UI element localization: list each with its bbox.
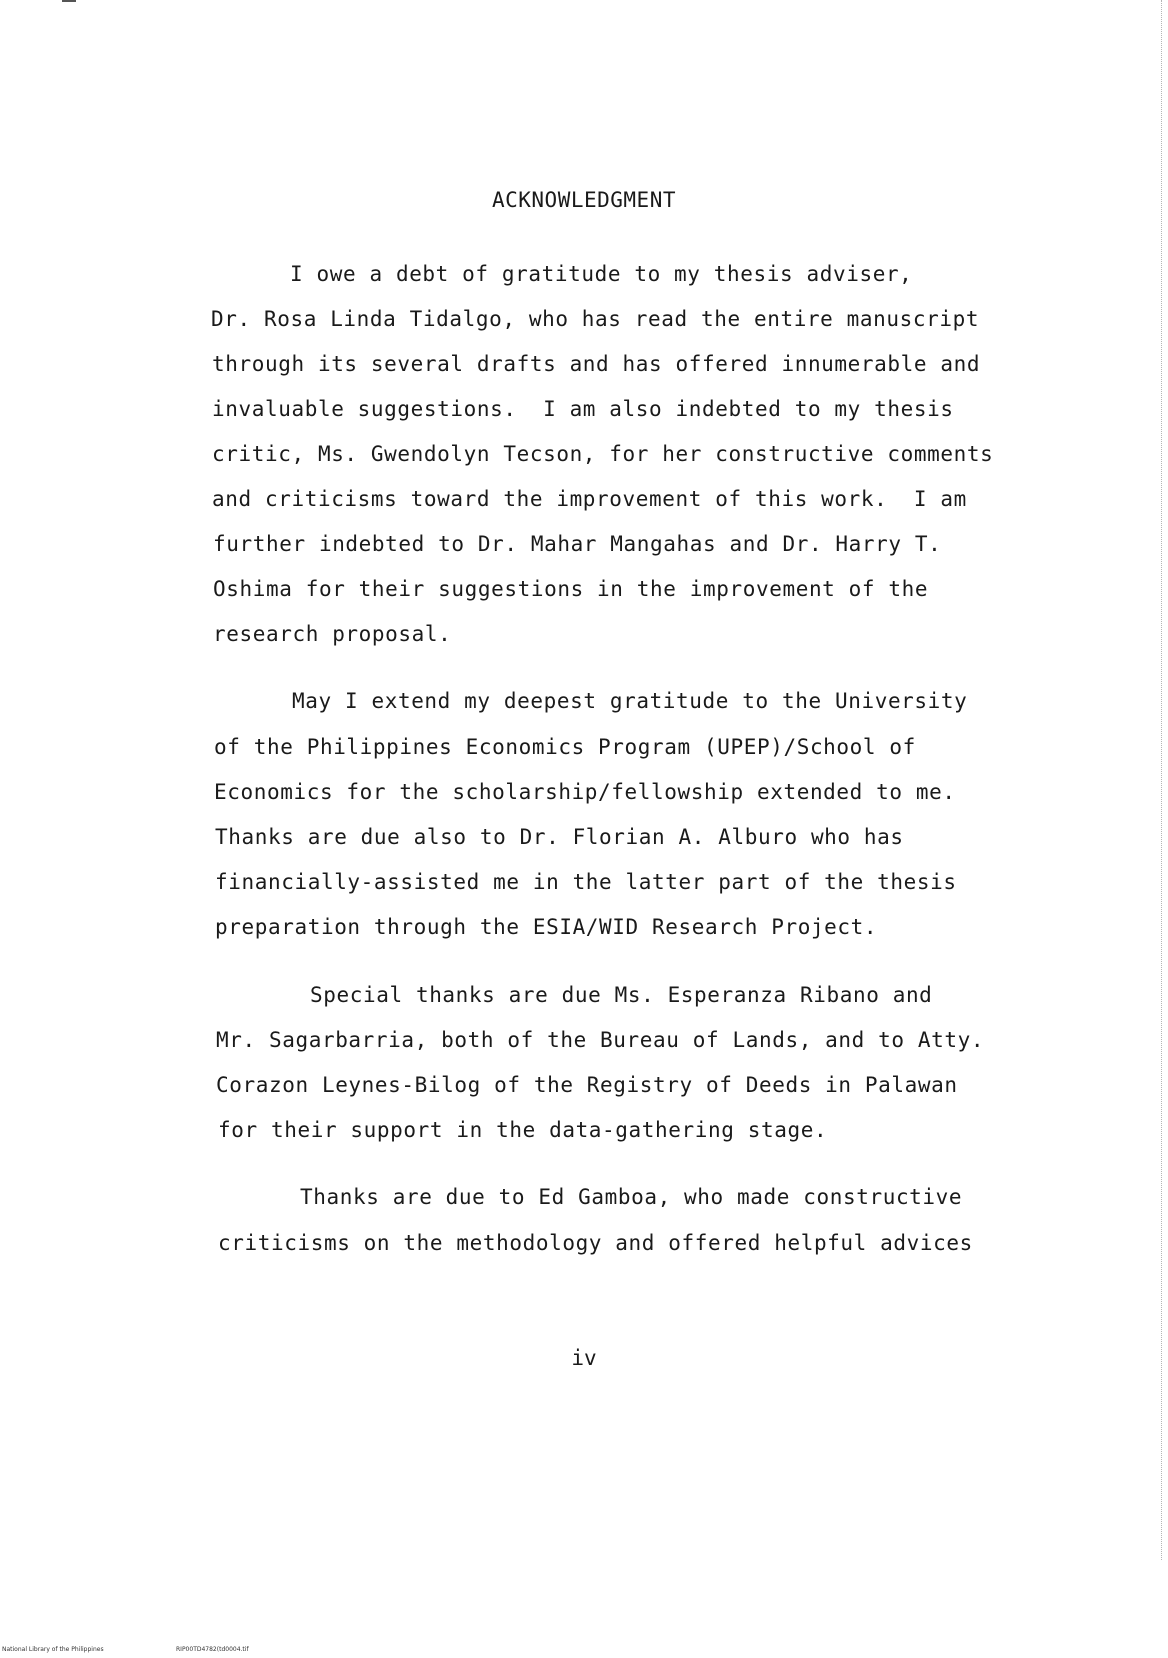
paragraph-3-line-4: for their support in the data-gathering stage.: [218, 1118, 828, 1142]
paragraph-1-line-6: and criticisms toward the improvement of this work. I am: [212, 487, 967, 511]
paragraph-1-line-7: further indebted to Dr. Mahar Mangahas and Dr. Harry T.: [213, 532, 942, 556]
paragraph-1-line-9: research proposal.: [213, 622, 452, 646]
scan-mark: [62, 0, 76, 2]
paragraph-1-line-3: through its several drafts and has offered innumerable and: [212, 352, 981, 376]
paragraph-2-line-5: financially-assisted me in the latter part of the thesis: [215, 870, 957, 894]
footer-library-label: National Library of the Philippines: [2, 1646, 104, 1653]
paragraph-1-line-4: invaluable suggestions. I am also indebted to my thesis: [212, 397, 954, 421]
scan-edge: [1160, 0, 1162, 1560]
paragraph-4-line-1: Thanks are due to Ed Gamboa, who made constructive: [300, 1185, 963, 1209]
paragraph-2-line-6: preparation through the ESIA/WID Research Project.: [215, 915, 878, 939]
page-title: ACKNOWLEDGMENT: [491, 188, 676, 212]
paragraph-2-line-4: Thanks are due also to Dr. Florian A. Alburo who has: [215, 825, 904, 849]
paragraph-3-line-2: Mr. Sagarbarria, both of the Bureau of Lands, and to Atty.: [216, 1028, 985, 1052]
paragraph-1-line-5: critic, Ms. Gwendolyn Tecson, for her constructive comments: [212, 442, 994, 466]
paragraph-2-line-2: of the Philippines Economics Program (UPEP)/School of: [214, 735, 916, 759]
paragraph-2-line-3: Economics for the scholarship/fellowship extended to me.: [214, 780, 956, 804]
paragraph-1-line-8: Oshima for their suggestions in the improvement of the: [213, 577, 929, 601]
paragraph-3-line-1: Special thanks are due Ms. Esperanza Ribano and: [310, 983, 933, 1007]
footer-file-code: RIP00TD4782(td0004.tif: [176, 1646, 249, 1653]
paragraph-3-line-3: Corazon Leynes-Bilog of the Registry of Deeds in Palawan: [216, 1073, 958, 1097]
page-number: iv: [571, 1346, 597, 1370]
paragraph-2-line-1: May I extend my deepest gratitude to the University: [292, 689, 968, 713]
paragraph-1-line-2: Dr. Rosa Linda Tidalgo, who has read the entire manuscript: [211, 307, 980, 331]
paragraph-4-line-2: criticisms on the methodology and offered helpful advices: [218, 1231, 973, 1255]
paragraph-1-line-1: I owe a debt of gratitude to my thesis adviser,: [290, 262, 913, 286]
